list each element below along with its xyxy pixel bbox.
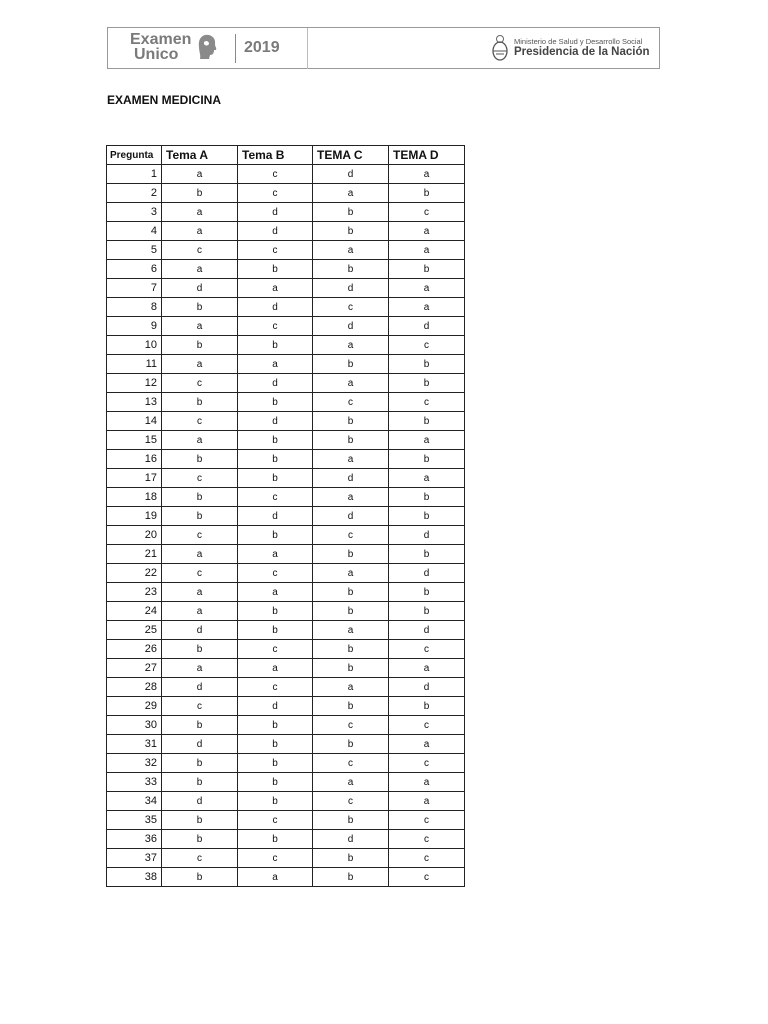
answer-cell: a bbox=[162, 431, 238, 450]
answer-cell: b bbox=[389, 260, 465, 279]
answer-cell: b bbox=[389, 602, 465, 621]
answer-cell: a bbox=[162, 203, 238, 222]
answer-cell: b bbox=[389, 412, 465, 431]
answer-cell: c bbox=[238, 849, 313, 868]
answer-cell: b bbox=[313, 811, 389, 830]
question-number-cell: 24 bbox=[107, 602, 162, 621]
answer-cell: b bbox=[313, 868, 389, 887]
answer-cell: a bbox=[389, 659, 465, 678]
table-row bbox=[107, 317, 465, 336]
answer-cell: b bbox=[238, 393, 313, 412]
table-row bbox=[107, 811, 465, 830]
answer-cell: d bbox=[238, 203, 313, 222]
table-row bbox=[107, 222, 465, 241]
question-number-cell: 9 bbox=[107, 317, 162, 336]
question-number-cell: 4 bbox=[107, 222, 162, 241]
answer-cell: b bbox=[389, 507, 465, 526]
answer-cell: c bbox=[162, 469, 238, 488]
answer-cell: a bbox=[162, 165, 238, 184]
question-number-cell: 16 bbox=[107, 450, 162, 469]
answer-cell: c bbox=[238, 184, 313, 203]
answer-cell: b bbox=[238, 602, 313, 621]
answer-cell: b bbox=[238, 830, 313, 849]
table-row bbox=[107, 165, 465, 184]
table-row bbox=[107, 241, 465, 260]
answer-cell: b bbox=[238, 735, 313, 754]
answer-cell: d bbox=[238, 507, 313, 526]
table-row bbox=[107, 260, 465, 279]
question-number-cell: 36 bbox=[107, 830, 162, 849]
table-row bbox=[107, 830, 465, 849]
answer-cell: a bbox=[313, 450, 389, 469]
question-number-cell: 26 bbox=[107, 640, 162, 659]
answer-cell: a bbox=[238, 659, 313, 678]
answer-cell: b bbox=[313, 545, 389, 564]
table-row bbox=[107, 298, 465, 317]
table-row bbox=[107, 583, 465, 602]
answer-cell: c bbox=[389, 811, 465, 830]
table-row bbox=[107, 507, 465, 526]
table-row bbox=[107, 754, 465, 773]
answer-cell: d bbox=[162, 279, 238, 298]
answer-cell: b bbox=[313, 203, 389, 222]
answer-cell: b bbox=[238, 526, 313, 545]
table-row bbox=[107, 393, 465, 412]
answer-cell: c bbox=[238, 165, 313, 184]
answer-cell: c bbox=[238, 564, 313, 583]
answer-cell: d bbox=[313, 279, 389, 298]
question-number-cell: 33 bbox=[107, 773, 162, 792]
answer-cell: a bbox=[389, 298, 465, 317]
answer-cell: c bbox=[389, 203, 465, 222]
question-number-cell: 6 bbox=[107, 260, 162, 279]
answer-cell: d bbox=[162, 735, 238, 754]
answer-cell: a bbox=[389, 773, 465, 792]
table-row bbox=[107, 488, 465, 507]
answer-cell: c bbox=[313, 526, 389, 545]
answer-cell: c bbox=[389, 868, 465, 887]
table-row bbox=[107, 602, 465, 621]
table-row bbox=[107, 659, 465, 678]
answer-cell: a bbox=[313, 184, 389, 203]
table-row bbox=[107, 678, 465, 697]
table-row bbox=[107, 564, 465, 583]
table-row bbox=[107, 431, 465, 450]
page-title: EXAMEN MEDICINA bbox=[107, 93, 222, 107]
table-row bbox=[107, 621, 465, 640]
answer-cell: b bbox=[389, 450, 465, 469]
table-row bbox=[107, 716, 465, 735]
answer-cell: a bbox=[389, 469, 465, 488]
answer-cell: a bbox=[313, 374, 389, 393]
table-row bbox=[107, 336, 465, 355]
answer-cell: d bbox=[389, 564, 465, 583]
table-row bbox=[107, 792, 465, 811]
question-number-cell: 5 bbox=[107, 241, 162, 260]
question-number-cell: 1 bbox=[107, 165, 162, 184]
answer-cell: b bbox=[313, 355, 389, 374]
question-number-cell: 3 bbox=[107, 203, 162, 222]
question-number-cell: 35 bbox=[107, 811, 162, 830]
examen-unico-logo bbox=[130, 32, 191, 62]
table-row bbox=[107, 697, 465, 716]
answer-cell: a bbox=[313, 336, 389, 355]
answer-cell: a bbox=[313, 773, 389, 792]
answer-cell: d bbox=[313, 830, 389, 849]
question-number-cell: 19 bbox=[107, 507, 162, 526]
answer-cell: c bbox=[389, 393, 465, 412]
question-number-cell: 27 bbox=[107, 659, 162, 678]
logo-divider bbox=[235, 34, 236, 63]
table-row bbox=[107, 450, 465, 469]
answer-cell: b bbox=[313, 735, 389, 754]
answer-cell: d bbox=[313, 165, 389, 184]
question-number-cell: 2 bbox=[107, 184, 162, 203]
table-row bbox=[107, 773, 465, 792]
answer-cell: b bbox=[313, 412, 389, 431]
answer-cell: b bbox=[389, 488, 465, 507]
answer-cell: d bbox=[162, 621, 238, 640]
question-number-cell: 37 bbox=[107, 849, 162, 868]
answer-cell: a bbox=[162, 222, 238, 241]
answer-cell: b bbox=[313, 222, 389, 241]
column-header-pregunta: Pregunta bbox=[107, 146, 162, 165]
answer-cell: a bbox=[389, 735, 465, 754]
answer-cell: d bbox=[238, 298, 313, 317]
question-number-cell: 15 bbox=[107, 431, 162, 450]
question-number-cell: 17 bbox=[107, 469, 162, 488]
answer-cell: b bbox=[313, 697, 389, 716]
table-row bbox=[107, 374, 465, 393]
answer-cell: d bbox=[313, 317, 389, 336]
document-header bbox=[107, 27, 660, 69]
table-row bbox=[107, 355, 465, 374]
answer-cell: a bbox=[162, 545, 238, 564]
column-header-tema-c: TEMA C bbox=[313, 146, 389, 165]
answer-rows bbox=[107, 165, 465, 887]
answer-cell: a bbox=[313, 241, 389, 260]
answer-cell: b bbox=[162, 298, 238, 317]
question-number-cell: 38 bbox=[107, 868, 162, 887]
answer-cell: c bbox=[162, 526, 238, 545]
question-number-cell: 32 bbox=[107, 754, 162, 773]
answer-cell: b bbox=[238, 792, 313, 811]
answer-cell: a bbox=[238, 355, 313, 374]
table-row bbox=[107, 868, 465, 887]
answer-cell: b bbox=[313, 583, 389, 602]
answer-cell: a bbox=[238, 868, 313, 887]
table-row bbox=[107, 640, 465, 659]
answer-cell: a bbox=[313, 621, 389, 640]
answer-cell: b bbox=[162, 450, 238, 469]
answer-cell: a bbox=[162, 260, 238, 279]
ministry-name: Ministerio de Salud y Desarrollo Social bbox=[514, 37, 643, 46]
column-header-tema-b: Tema B bbox=[238, 146, 313, 165]
answer-cell: b bbox=[313, 640, 389, 659]
logo-line1: Examen bbox=[130, 31, 192, 48]
answer-cell: d bbox=[389, 317, 465, 336]
answer-cell: d bbox=[313, 507, 389, 526]
column-header-tema-a: Tema A bbox=[162, 146, 238, 165]
question-number-cell: 34 bbox=[107, 792, 162, 811]
question-number-cell: 10 bbox=[107, 336, 162, 355]
question-number-cell: 21 bbox=[107, 545, 162, 564]
answer-cell: c bbox=[162, 697, 238, 716]
answer-cell: d bbox=[238, 412, 313, 431]
answer-cell: b bbox=[313, 659, 389, 678]
answer-cell: d bbox=[389, 526, 465, 545]
question-number-cell: 12 bbox=[107, 374, 162, 393]
answer-cell: a bbox=[389, 241, 465, 260]
answer-cell: b bbox=[389, 697, 465, 716]
answer-cell: b bbox=[162, 336, 238, 355]
question-number-cell: 20 bbox=[107, 526, 162, 545]
answer-cell: c bbox=[389, 716, 465, 735]
answer-cell: b bbox=[162, 716, 238, 735]
question-number-cell: 18 bbox=[107, 488, 162, 507]
table-row bbox=[107, 279, 465, 298]
answer-key-table bbox=[106, 145, 465, 887]
question-number-cell: 14 bbox=[107, 412, 162, 431]
answer-cell: a bbox=[162, 659, 238, 678]
answer-cell: d bbox=[389, 621, 465, 640]
answer-cell: b bbox=[389, 545, 465, 564]
answer-cell: c bbox=[313, 298, 389, 317]
answer-cell: c bbox=[162, 564, 238, 583]
answer-cell: d bbox=[389, 678, 465, 697]
answer-cell: a bbox=[313, 564, 389, 583]
table-row bbox=[107, 203, 465, 222]
question-number-cell: 11 bbox=[107, 355, 162, 374]
answer-cell: c bbox=[238, 678, 313, 697]
answer-cell: a bbox=[389, 792, 465, 811]
answer-cell: a bbox=[162, 602, 238, 621]
answer-cell: c bbox=[238, 317, 313, 336]
answer-cell: b bbox=[162, 640, 238, 659]
answer-cell: b bbox=[238, 260, 313, 279]
question-number-cell: 23 bbox=[107, 583, 162, 602]
question-number-cell: 8 bbox=[107, 298, 162, 317]
presidency-name: Presidencia de la Nación bbox=[514, 46, 650, 58]
answer-cell: d bbox=[238, 697, 313, 716]
answer-cell: c bbox=[162, 241, 238, 260]
answer-cell: b bbox=[313, 602, 389, 621]
answer-cell: d bbox=[162, 678, 238, 697]
answer-cell: b bbox=[238, 716, 313, 735]
answer-cell: a bbox=[238, 545, 313, 564]
answer-cell: a bbox=[162, 355, 238, 374]
answer-cell: b bbox=[389, 583, 465, 602]
answer-cell: b bbox=[238, 754, 313, 773]
logo-line2: Unico bbox=[134, 46, 179, 63]
column-header-tema-d: TEMA D bbox=[389, 146, 465, 165]
question-number-cell: 30 bbox=[107, 716, 162, 735]
answer-cell: b bbox=[238, 450, 313, 469]
answer-cell: b bbox=[162, 868, 238, 887]
answer-cell: c bbox=[313, 716, 389, 735]
answer-cell: b bbox=[313, 260, 389, 279]
answer-cell: b bbox=[162, 184, 238, 203]
answer-cell: c bbox=[238, 811, 313, 830]
answer-cell: a bbox=[162, 317, 238, 336]
answer-cell: b bbox=[389, 184, 465, 203]
answer-cell: a bbox=[313, 488, 389, 507]
answer-cell: d bbox=[238, 222, 313, 241]
question-number-cell: 13 bbox=[107, 393, 162, 412]
question-number-cell: 28 bbox=[107, 678, 162, 697]
answer-cell: b bbox=[238, 431, 313, 450]
question-number-cell: 29 bbox=[107, 697, 162, 716]
answer-cell: b bbox=[238, 469, 313, 488]
answer-cell: c bbox=[238, 640, 313, 659]
table-row bbox=[107, 469, 465, 488]
answer-cell: b bbox=[389, 355, 465, 374]
logo-year: 2019 bbox=[244, 39, 280, 56]
answer-cell: a bbox=[389, 279, 465, 298]
answer-cell: d bbox=[238, 374, 313, 393]
ministry-block bbox=[514, 37, 650, 59]
answer-cell: c bbox=[238, 241, 313, 260]
answer-cell: c bbox=[389, 336, 465, 355]
answer-cell: b bbox=[313, 431, 389, 450]
answer-cell: c bbox=[162, 374, 238, 393]
answer-cell: b bbox=[238, 621, 313, 640]
answer-cell: d bbox=[162, 792, 238, 811]
answer-cell: b bbox=[162, 773, 238, 792]
answer-cell: a bbox=[389, 222, 465, 241]
answer-cell: b bbox=[313, 849, 389, 868]
answer-cell: a bbox=[238, 583, 313, 602]
question-number-cell: 7 bbox=[107, 279, 162, 298]
table-row bbox=[107, 526, 465, 545]
answer-cell: c bbox=[389, 849, 465, 868]
table-row bbox=[107, 545, 465, 564]
answer-cell: a bbox=[162, 583, 238, 602]
answer-cell: c bbox=[389, 640, 465, 659]
answer-cell: c bbox=[238, 488, 313, 507]
answer-cell: b bbox=[162, 830, 238, 849]
answer-cell: a bbox=[389, 431, 465, 450]
answer-cell: b bbox=[162, 393, 238, 412]
answer-cell: d bbox=[313, 469, 389, 488]
answer-cell: b bbox=[238, 773, 313, 792]
answer-cell: a bbox=[238, 279, 313, 298]
profile-head-icon bbox=[196, 33, 218, 61]
answer-cell: b bbox=[162, 507, 238, 526]
answer-cell: c bbox=[162, 412, 238, 431]
table-row bbox=[107, 184, 465, 203]
answer-cell: c bbox=[162, 849, 238, 868]
answer-cell: b bbox=[162, 488, 238, 507]
table-row bbox=[107, 412, 465, 431]
answer-cell: b bbox=[389, 374, 465, 393]
answer-cell: c bbox=[313, 393, 389, 412]
answer-cell: b bbox=[162, 811, 238, 830]
national-coat-of-arms-icon bbox=[490, 34, 510, 62]
answer-cell: c bbox=[313, 792, 389, 811]
answer-cell: c bbox=[389, 754, 465, 773]
table-header-row bbox=[107, 146, 465, 165]
table-row bbox=[107, 849, 465, 868]
answer-cell: c bbox=[313, 754, 389, 773]
answer-cell: b bbox=[238, 336, 313, 355]
question-number-cell: 22 bbox=[107, 564, 162, 583]
answer-cell: a bbox=[389, 165, 465, 184]
answer-cell: b bbox=[162, 754, 238, 773]
question-number-cell: 25 bbox=[107, 621, 162, 640]
header-divider bbox=[307, 28, 308, 69]
question-number-cell: 31 bbox=[107, 735, 162, 754]
answer-cell: a bbox=[313, 678, 389, 697]
table-row bbox=[107, 735, 465, 754]
answer-cell: c bbox=[389, 830, 465, 849]
